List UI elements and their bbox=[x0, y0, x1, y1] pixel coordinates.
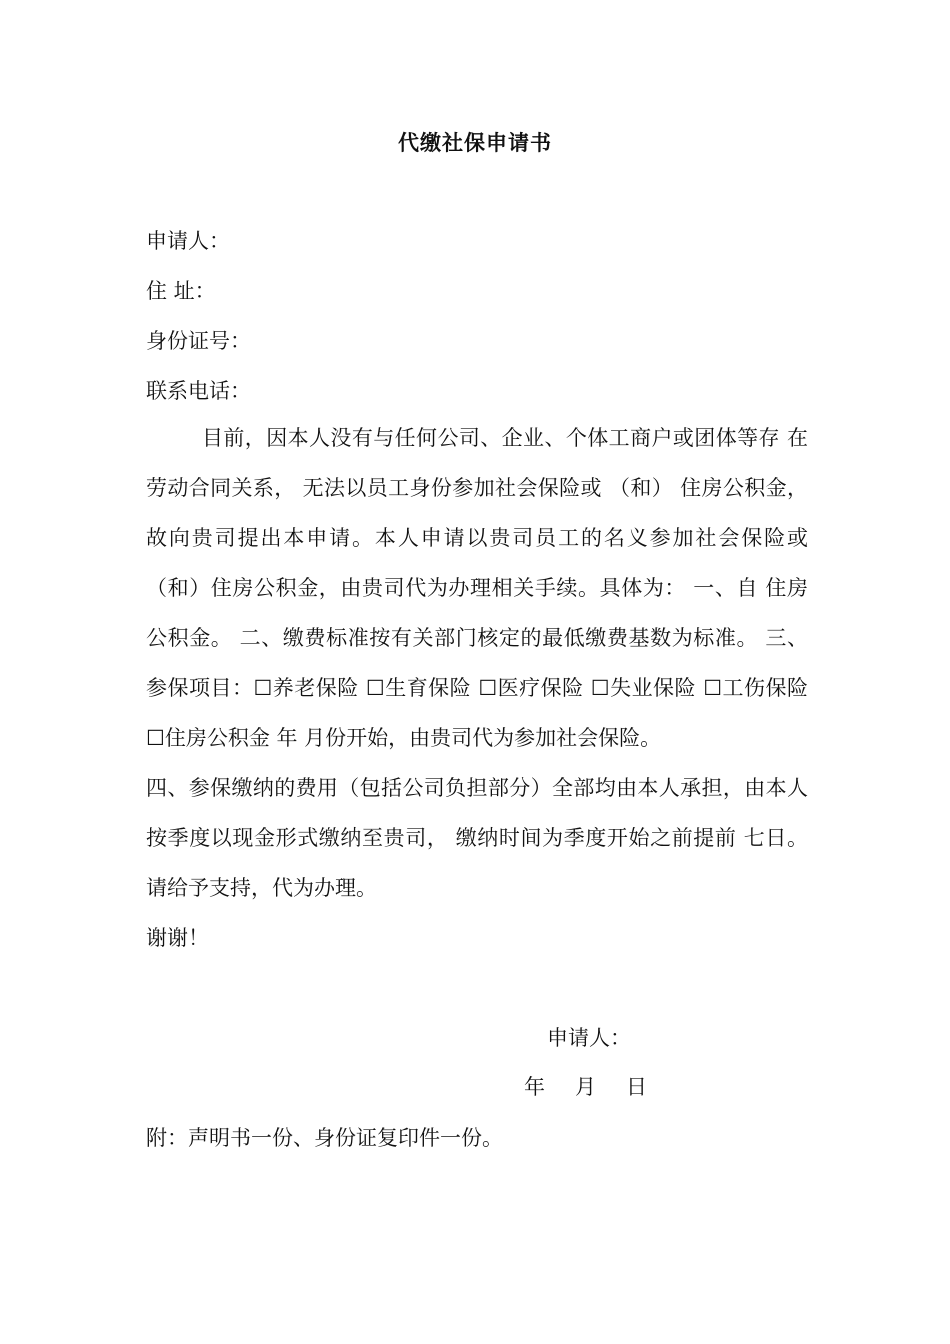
document-title: 代缴社保申请书 bbox=[398, 130, 552, 155]
body-paragraph-1: 目前，因本人没有与任何公司、企业、个体工商户或团体等存 在劳动合同关系， 无法以员工身份参加社会保险或 （和） 住房公积金， 故向贵司提出本申请。本人申请以贵司员工的名义参加社会保险或 （和）住房公积金，由贵司代为办理相关手续。具体为： 一、自 住房公积金。 二、缴费标准按有关部门核定的最低缴费基数为标准。 三、参保项目：☐养老保险 ☐生育保险 ☐医疗保险 ☐失业保险 ☐工伤保险 ☐住房公积金 年 月份开始，由贵司代为参加社会保险。 bbox=[146, 426, 808, 750]
thanks-text: 谢谢！ bbox=[146, 926, 209, 950]
body-text bbox=[146, 413, 808, 963]
attachment-note: 附：声明书一份、身份证复印件一份。 bbox=[146, 1126, 503, 1150]
applicant-field: 申请人： bbox=[146, 229, 230, 253]
phone-field: 联系电话： bbox=[146, 379, 251, 403]
address-field: 住 址： bbox=[146, 279, 216, 303]
body-paragraph-2: 四、参保缴纳的费用（包括公司负担部分）全部均由本人承担，由本人按季度以现金形式缴纳至贵司， 缴纳时间为季度开始之前提前 七日。 请给予支持，代为办理。 bbox=[146, 776, 808, 900]
id-number-field: 身份证号： bbox=[146, 329, 251, 353]
date-month: 月 bbox=[575, 1075, 596, 1099]
signature-date bbox=[524, 1072, 677, 1102]
signature-applicant: 申请人： bbox=[547, 1026, 631, 1050]
date-day: 日 bbox=[626, 1075, 647, 1099]
date-year: 年 bbox=[524, 1075, 545, 1099]
